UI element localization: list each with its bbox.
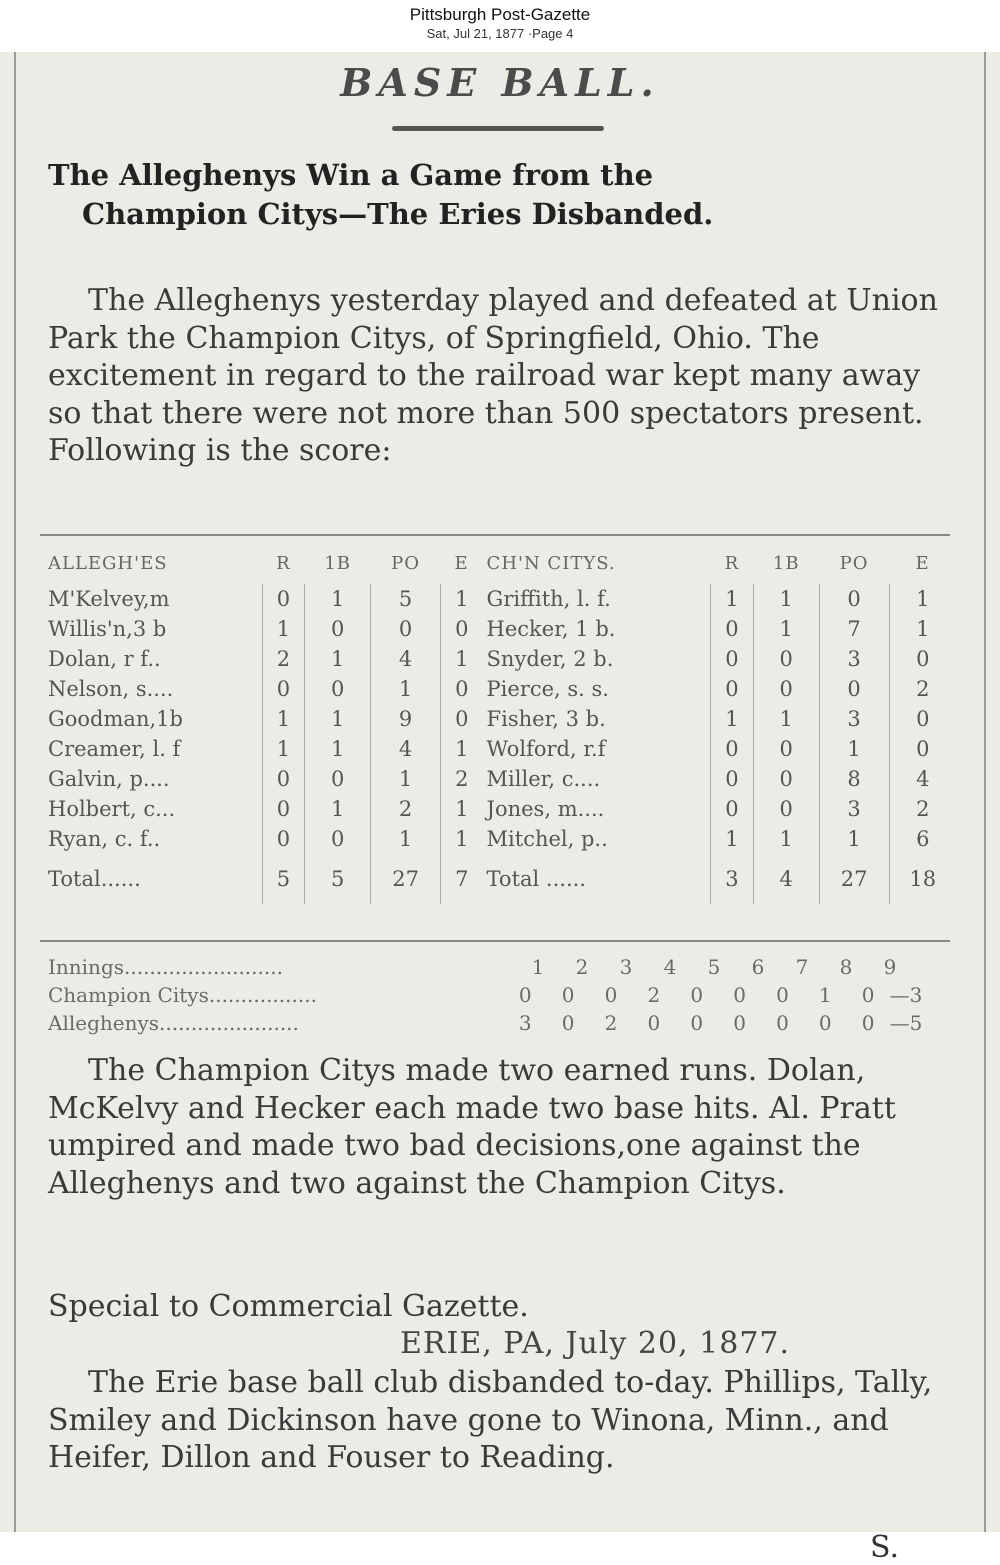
stat-cell: 1	[305, 584, 371, 614]
special-to-line: Special to Commercial Gazette.	[48, 1289, 529, 1324]
inning-runs: 0	[861, 1011, 875, 1035]
inning-runs: 2	[647, 983, 661, 1007]
inning-number: 3	[619, 955, 633, 979]
stat-cell: 1	[371, 824, 441, 854]
stat-cell: 0	[819, 584, 889, 614]
publication-name: Pittsburgh Post-Gazette	[409, 5, 591, 24]
header-cell: 1B	[324, 552, 352, 574]
stat-cell: 0	[889, 734, 956, 764]
header-cell: PO	[839, 552, 869, 574]
team-name: Champion Citys.................	[48, 983, 317, 1007]
stat-cell: 2	[371, 794, 441, 824]
stat-cell: 0	[711, 734, 754, 764]
stat-cell: 1	[262, 734, 305, 764]
author-signature: S.	[870, 1530, 900, 1565]
inning-runs: 0	[733, 983, 746, 1007]
inning-number: 1	[531, 955, 545, 979]
header-cell: R	[724, 552, 740, 574]
stat-cell: 3	[711, 854, 754, 904]
stat-cell: 4	[889, 764, 956, 794]
player-name-cell: Dolan, r f..	[48, 647, 161, 671]
player-name-cell: Willis'n,3 b	[48, 617, 167, 641]
stat-cell: 5	[371, 584, 441, 614]
publication-date-page: Sat, Jul 21, 1877 ·Page 4	[426, 26, 574, 41]
stat-cell: 0	[753, 644, 819, 674]
innings-number-row	[48, 953, 948, 981]
header-cell: ALLEGH'ES	[48, 552, 168, 574]
box-score-player-row	[44, 704, 956, 734]
intro-paragraph	[48, 282, 952, 470]
stat-cell: 0	[753, 764, 819, 794]
stat-cell: 0	[889, 644, 956, 674]
stat-cell: 1	[819, 824, 889, 854]
stat-cell: 1	[819, 734, 889, 764]
stat-cell: 1	[753, 704, 819, 734]
inning-runs: 0	[604, 983, 618, 1007]
stat-cell: 4	[753, 854, 819, 904]
header-cell: PO	[391, 552, 420, 574]
innings-label: Innings.........................	[48, 955, 283, 979]
stat-cell: 0	[262, 794, 305, 824]
stat-cell: 3	[819, 794, 889, 824]
inning-runs: 0	[861, 983, 875, 1007]
box-score-header-row	[44, 542, 956, 584]
inning-runs: 0	[561, 1011, 575, 1035]
stat-cell: 5	[262, 854, 305, 904]
inning-runs: 0	[690, 983, 704, 1007]
inning-number: 6	[751, 955, 765, 979]
box-score-total-row	[44, 854, 956, 904]
stat-cell: 7	[441, 854, 483, 904]
stat-cell: 0	[889, 704, 956, 734]
stat-cell: 2	[441, 764, 483, 794]
inning-runs: 0	[733, 1011, 746, 1035]
player-name-cell: Wolford, r.f	[486, 737, 606, 761]
inning-runs: 0	[647, 1011, 661, 1035]
player-name-cell: Holbert, c...	[48, 797, 176, 821]
subheading-line-2: Champion Citys—The Eries Disbanded.	[82, 197, 714, 231]
stat-cell: 0	[305, 824, 371, 854]
erie-text: The Erie base ball club disbanded to-day. Phillips, Tally, Smiley and Dickinson have gone to Winona, Minn., and Heifer, Dillon and Fouser to Reading.	[48, 1365, 933, 1475]
inning-number: 9	[883, 955, 897, 979]
box-score-player-row	[44, 794, 956, 824]
stat-cell: 0	[305, 674, 371, 704]
summary-paragraph	[48, 1052, 952, 1202]
inning-runs: 1	[818, 983, 832, 1007]
player-name-cell: Creamer, l. f	[48, 737, 181, 761]
stat-cell: 27	[371, 854, 441, 904]
player-name-cell: Galvin, p....	[48, 767, 170, 791]
stat-cell: 0	[441, 674, 483, 704]
player-name-cell: M'Kelvey,m	[48, 587, 170, 611]
box-score-player-row	[44, 584, 956, 614]
player-name-cell: Ryan, c. f..	[48, 827, 161, 851]
stat-cell: 0	[305, 764, 371, 794]
inning-runs: 0	[818, 1011, 832, 1035]
stat-cell: 1	[711, 704, 754, 734]
player-name-cell: Fisher, 3 b.	[486, 707, 606, 731]
stat-cell: 7	[819, 614, 889, 644]
player-name-cell: Jones, m....	[486, 797, 605, 821]
stat-cell: 1	[305, 704, 371, 734]
column-rule-left	[14, 52, 16, 1532]
player-name-cell: Total ......	[486, 867, 586, 891]
stat-cell: 0	[711, 674, 754, 704]
header-cell: CH'N CITYS.	[486, 552, 616, 574]
box-score-player-row	[44, 644, 956, 674]
inning-number: 4	[663, 955, 677, 979]
player-name-cell: Miller, c....	[486, 767, 601, 791]
player-name-cell: Total......	[48, 867, 141, 891]
stat-cell: 1	[371, 764, 441, 794]
stat-cell: 1	[711, 584, 754, 614]
inning-runs: 0	[776, 1011, 789, 1035]
innings-line-score	[48, 953, 948, 1037]
box-score-body	[44, 584, 956, 904]
header-cell: 1B	[772, 552, 800, 574]
stat-cell: 0	[305, 614, 371, 644]
stat-cell: 1	[753, 614, 819, 644]
stat-cell: 4	[371, 644, 441, 674]
final-score: —3	[889, 983, 923, 1007]
stat-cell: 3	[819, 704, 889, 734]
stat-cell: 1	[441, 794, 483, 824]
stat-cell: 0	[753, 674, 819, 704]
stat-cell: 0	[819, 674, 889, 704]
inning-runs: 0	[518, 983, 532, 1007]
player-name-cell: Nelson, s....	[48, 677, 174, 701]
header-cell: E	[915, 552, 930, 574]
box-score-table	[44, 542, 956, 904]
inning-runs: 0	[561, 983, 575, 1007]
intro-text: The Alleghenys yesterday played and defeated at Union Park the Champion Citys, of Springfield, Ohio. The excitement in regard to the railroad war kept many away so that there were not more than 500 spectators present. Following is the score:	[48, 283, 938, 468]
heading-divider	[392, 126, 604, 131]
erie-paragraph	[48, 1364, 952, 1477]
dateline: ERIE, PA, July 20, 1877.	[400, 1326, 791, 1361]
stat-cell: 1	[305, 794, 371, 824]
stat-cell: 2	[889, 674, 956, 704]
box-score-player-row	[44, 824, 956, 854]
player-name-cell: Snyder, 2 b.	[486, 647, 614, 671]
innings-team-row	[48, 1009, 948, 1037]
player-name-cell: Goodman,1b	[48, 707, 183, 731]
column-rule-right	[984, 52, 986, 1532]
team-name: Alleghenys......................	[48, 1011, 299, 1035]
stat-cell: 1	[711, 824, 754, 854]
subheading-line-1: The Alleghenys Win a Game from the	[48, 158, 654, 192]
stat-cell: 1	[441, 584, 483, 614]
player-name-cell: Mitchel, p..	[486, 827, 608, 851]
stat-cell: 0	[753, 794, 819, 824]
box-score-top-rule	[40, 534, 950, 536]
stat-cell: 1	[305, 734, 371, 764]
header-cell: E	[454, 552, 469, 574]
stat-cell: 27	[819, 854, 889, 904]
stat-cell: 1	[753, 824, 819, 854]
player-name-cell: Hecker, 1 b.	[486, 617, 616, 641]
stat-cell: 1	[262, 704, 305, 734]
inning-number: 7	[795, 955, 809, 979]
stat-cell: 5	[305, 854, 371, 904]
stat-cell: 0	[711, 794, 754, 824]
summary-text: The Champion Citys made two earned runs. Dolan, McKelvy and Hecker each made two base hits. Al. Pratt umpired and made two bad decisions,one against the Alleghenys and two against the Champion Citys.	[48, 1053, 896, 1201]
stat-cell: 0	[371, 614, 441, 644]
stat-cell: 0	[711, 614, 754, 644]
section-heading: BASE BALL.	[340, 60, 660, 105]
box-score-player-row	[44, 734, 956, 764]
stat-cell: 0	[441, 614, 483, 644]
player-name-cell: Griffith, l. f.	[486, 587, 611, 611]
stat-cell: 6	[889, 824, 956, 854]
inning-number: 8	[839, 955, 853, 979]
stat-cell: 1	[371, 674, 441, 704]
player-name-cell: Pierce, s. s.	[486, 677, 609, 701]
stat-cell: 0	[753, 734, 819, 764]
stat-cell: 2	[889, 794, 956, 824]
stat-cell: 18	[889, 854, 956, 904]
stat-cell: 3	[819, 644, 889, 674]
stat-cell: 0	[711, 644, 754, 674]
stat-cell: 0	[262, 674, 305, 704]
stat-cell: 0	[262, 764, 305, 794]
stat-cell: 8	[819, 764, 889, 794]
stat-cell: 1	[441, 644, 483, 674]
stat-cell: 0	[262, 824, 305, 854]
stat-cell: 4	[371, 734, 441, 764]
stat-cell: 1	[441, 734, 483, 764]
stat-cell: 9	[371, 704, 441, 734]
clipping-header	[0, 0, 1000, 52]
stat-cell: 1	[753, 584, 819, 614]
article-subheading	[48, 156, 958, 234]
inning-number: 5	[707, 955, 721, 979]
inning-runs: 2	[604, 1011, 618, 1035]
inning-runs: 0	[690, 1011, 704, 1035]
box-score-player-row	[44, 764, 956, 794]
inning-runs: 3	[518, 1011, 532, 1035]
box-score-player-row	[44, 674, 956, 704]
stat-cell: 1	[305, 644, 371, 674]
stat-cell: 1	[441, 824, 483, 854]
stat-cell: 0	[711, 764, 754, 794]
stat-cell: 1	[889, 584, 956, 614]
stat-cell: 1	[262, 614, 305, 644]
inning-runs: 0	[776, 983, 789, 1007]
inning-number: 2	[575, 955, 589, 979]
stat-cell: 0	[441, 704, 483, 734]
stat-cell: 0	[262, 584, 305, 614]
header-cell: R	[276, 552, 291, 574]
newspaper-clipping	[0, 52, 1000, 1565]
box-score-bottom-rule	[40, 940, 950, 942]
box-score-player-row	[44, 614, 956, 644]
innings-team-row	[48, 981, 948, 1009]
final-score: —5	[889, 1011, 923, 1035]
stat-cell: 2	[262, 644, 305, 674]
stat-cell: 1	[889, 614, 956, 644]
